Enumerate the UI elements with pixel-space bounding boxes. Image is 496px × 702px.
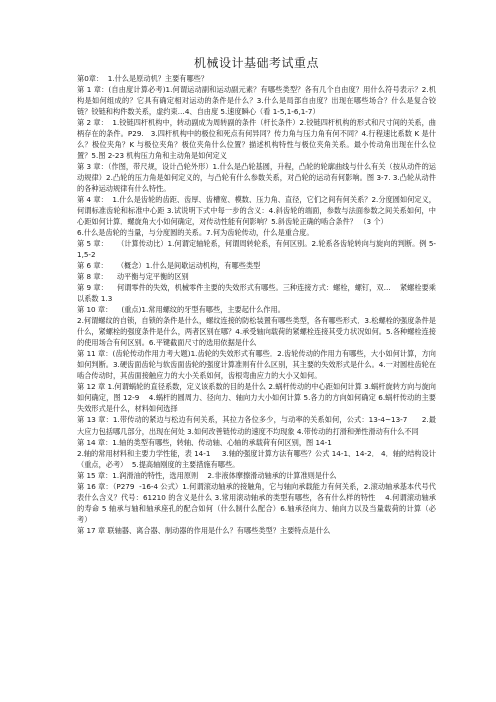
document-body: 第0章： 1.什么是原动机？主要有哪些？ 第 1 章：(自由度计算必考)1.何谓运动副和运动副元素？有哪些类型？各有几个自由度？用什么符号表示？2.机构是如何组成的？它具有确定相对运动的条件是什么？3.什么是局部自由度？出现在哪些场合？什么是复合铰链？铰链和构件数关系，虚约束…4、自由度 5.速度瞬心（看 1-5,1-6,1-7） 第 2 章： 1.铰链四杆机构中，转动副成为周转副的条件（杆长条件）2.铰链四杆机构的形式和尺寸间的关系，曲柄存在的条件。P29. 3.四杆机构中的极位和死点有何异同？传力角与压力角有何不同？4.行程速比系数 K 是什么？极位夹角？K 与极位夹角？极位夹角什么位置？描述机构特性与极位夹角关系。最小传动角出现在什么位置？5.图 2-23 机构压力角和主动角是如何定义 第 3 章：（作图，带尺规，设计凸轮外形）1.什么是凸轮基圆，升程，凸轮的轮廓曲线与什么有关（按从动件的运动规律）2.凸轮的压力角是如何定义的，与凸轮有什么参数关系，对凸轮的运动有何影响。图 3-7. 3.凸轮从动件的各种运动规律有什么特性。 第 4 章： 1.什么是齿轮的齿距、齿厚、齿槽宽、模数、压力角、直径，它们之间有何关系？2.分度圆如何定义，何谓标准齿轮和标准中心距 3.试说明下式中每一步的含义：4.斜齿轮的端面，参数与法面参数之间关系如何，中心距如何计算．螺旋角大小如何确定，对传动性能有何影响？5.斜齿轮正确的啮合条件？ （3 个） 6.什么是齿轮的当量，与分度圆的关系。7.何为齿轮传动，什么是重合度。 第 5 章： （计算传动比）1.何谓定轴轮系，何谓周转轮系，有何区别。2.轮系各齿轮转向与旋向的判断。例 5-1,5-2 第 6 章： （概念）1.什么是间歇运动机构，有哪些类型 第 8 章： 动平衡与定平衡的区别 第 9 章： 何谓零件的失效，机械零件主要的失效形式有哪些。三种连接方式：螺栓，螺钉，双… 紧螺栓要乘以系数 1.3 第 10 章： (重点)1.常用螺纹的牙型有哪些，主要起什么作用。 2.何谓螺纹的自锁，自锁的条件是什么，螺纹连接的防松装置有哪些类型，各有哪些形式．3.松螺栓的强度条件是什么，紧螺栓的强度条件是什么，两者区别在哪？4.承受轴向载荷的紧螺栓连接其受力状况如何。5.各种螺栓连接的使用场合有何区别。6.平键截面尺寸的选用依据是什么 第 11 章：(齿轮传动作用力考大题)1.齿轮的失效形式有哪些．2.齿轮传动的作用力有哪些，大小如何计算，方向如何判断。3.硬齿面齿轮与软齿面齿轮的强度计算准则有什么区别，其主要的失效形式是什么。4.一对圆柱齿轮在啮合传动时，其齿面接触应力的大小关系如何，齿根弯曲应力的大小又如何。 第 12 章 1.何谓蜗轮的直径系数，定义该系数的目的是什么 2.蜗杆传动的中心距如何计算 3.蜗杆旋转方向与旋向如何确定，图 12-9 4.蜗杆的圆周力、径向力、轴向力大小如何计算 5.各力的方向如何确定 6.蜗杆传动的主要失效形式是什么，材料如何选择 第 13 章：1.带传动的紧边与松边有何关系，其拉力各位多少，与动率的关系如何，公式：13-4~13-7 2.最大应力包括哪几部分，出现在何处 3.如何改善链传动的速度不均现象 4.带传动的打滑和弹性滑动有什么不同 第 14 章：1.轴的类型有哪些，转轴、传动轴、心轴的承载荷有何区别，图 14-1 2.轴的常用材料和主要力学性能，表 14-1 3.轴的强度计算方法有哪些？公式 14-1、14-2． 4．轴的结构设计（重点，必考） 5.提高轴刚度的主要措施有哪些。 第 15 章：1.润滑油的特性，选用原则 2.非液体摩擦滑动轴承的计算准则是什么 第 16 章：（P279 -16-4 公式）1.何谓滚动轴承的接触角，它与轴向承载能力有何关系，2.滚动轴承基本代号代表什么含义？代号：61210 的含义是什么 3.常用滚动轴承的类型有哪些，各有什么样的特性 4.何谓滚动轴承的寿命 5 轴承与轴和轴承座孔的配合如何（什么制什么配合）6.轴承径向力、轴向力以及当量载荷的计算（必考） 第 17 章 联轴器、离合器、制动器的作用是什么？有哪些类型？主要特点是什么 <box>77 74 436 535</box>
document-title: 机械设计基础考试重点 <box>193 56 319 70</box>
